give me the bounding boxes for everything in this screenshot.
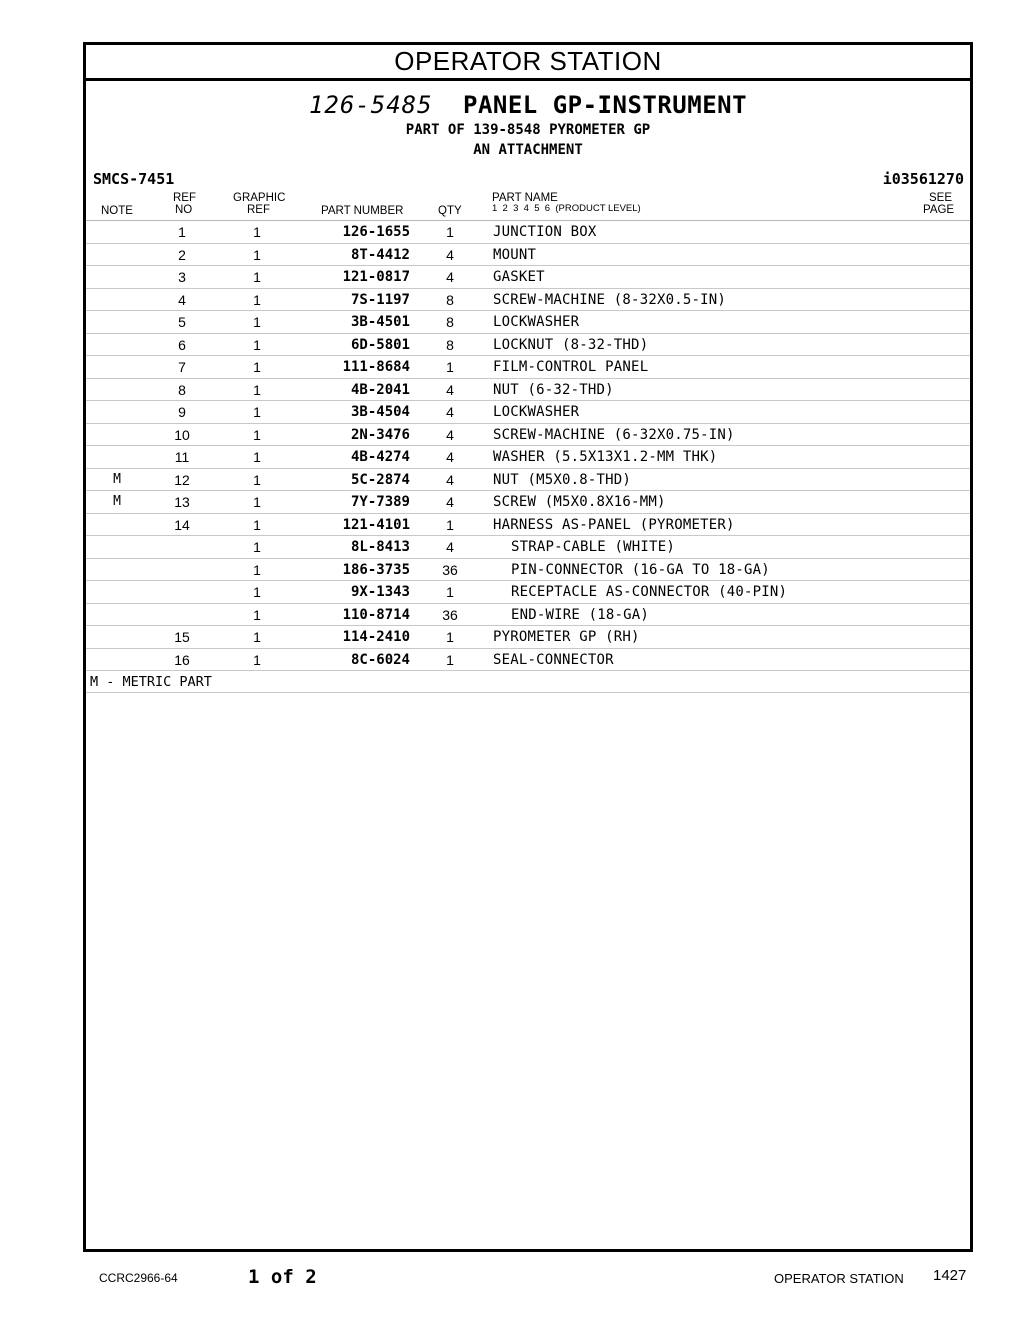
ref-no-cell: 10 xyxy=(174,426,190,443)
graphic-ref-cell: 1 xyxy=(253,471,261,488)
part-number-cell: 3B-4504 xyxy=(350,404,410,420)
graphic-ref-cell: 1 xyxy=(253,381,261,398)
part-name-cell: SCREW (M5X0.8X16-MM) xyxy=(493,494,666,510)
ref-no-cell: 9 xyxy=(178,404,186,420)
qty-cell: 1 xyxy=(446,516,454,533)
qty-cell: 4 xyxy=(446,494,454,510)
header-ref-top: REF xyxy=(173,192,196,204)
table-row xyxy=(86,266,970,289)
group-part-number: 126-5485 xyxy=(308,91,433,119)
ref-no-cell: 6 xyxy=(178,336,186,353)
part-name-cell: JUNCTION BOX xyxy=(493,224,597,240)
part-number-cell: 5C-2874 xyxy=(350,471,410,488)
graphic-ref-cell: 1 xyxy=(253,516,261,533)
table-row xyxy=(86,446,970,469)
part-name-cell: PIN-CONNECTOR (16-GA TO 18-GA) xyxy=(511,561,770,578)
part-name-cell: SCREW-MACHINE (6-32X0.75-IN) xyxy=(493,426,735,443)
graphic-ref-cell: 1 xyxy=(253,336,261,353)
graphic-ref-cell: 1 xyxy=(253,426,261,443)
part-number-cell: 2N-3476 xyxy=(350,426,410,443)
part-number-cell: 6D-5801 xyxy=(350,336,410,353)
qty-cell: 4 xyxy=(446,246,454,263)
smcs-code: SMCS-7451 xyxy=(93,170,175,188)
table-row xyxy=(86,626,970,649)
header-qty: QTY xyxy=(438,205,462,217)
graphic-ref-cell: 1 xyxy=(253,561,261,578)
part-name-cell: SCREW-MACHINE (8-32X0.5-IN) xyxy=(493,291,726,308)
table-row xyxy=(86,581,970,604)
footer-page-number: 1427 xyxy=(933,1267,967,1284)
part-number-cell: 114-2410 xyxy=(342,629,410,645)
part-number-cell: 9X-1343 xyxy=(350,584,410,600)
footer-section: OPERATOR STATION xyxy=(774,1271,904,1286)
table-row xyxy=(86,536,970,559)
ref-no-cell: 1 xyxy=(178,224,186,240)
table-row xyxy=(86,491,970,514)
group-part-name: PANEL GP-INSTRUMENT xyxy=(463,91,748,119)
graphic-ref-cell: 1 xyxy=(253,224,261,240)
part-name-cell: GASKET xyxy=(493,269,545,285)
page-footer xyxy=(0,1262,1020,1292)
ref-no-cell: 2 xyxy=(178,246,186,263)
qty-cell: 4 xyxy=(446,381,454,398)
graphic-ref-cell: 1 xyxy=(253,651,261,668)
graphic-ref-cell: 1 xyxy=(253,494,261,510)
qty-cell: 8 xyxy=(446,291,454,308)
table-row xyxy=(86,356,970,379)
qty-cell: 8 xyxy=(446,336,454,353)
graphic-ref-cell: 1 xyxy=(253,314,261,330)
part-number-cell: 126-1655 xyxy=(342,224,410,240)
part-number-cell: 3B-4501 xyxy=(350,314,410,330)
part-number-cell: 4B-4274 xyxy=(350,449,410,465)
part-name-cell: NUT (M5X0.8-THD) xyxy=(493,471,632,488)
part-name-cell: PYROMETER GP (RH) xyxy=(493,629,640,645)
main-title xyxy=(86,90,970,120)
section-title: OPERATOR STATION xyxy=(86,45,970,81)
qty-cell: 4 xyxy=(446,426,454,443)
header-see-bottom: PAGE xyxy=(923,204,955,216)
table-row xyxy=(86,334,970,357)
table-row xyxy=(86,604,970,627)
graphic-ref-cell: 1 xyxy=(253,584,261,600)
graphic-ref-cell: 1 xyxy=(253,629,261,645)
table-row xyxy=(86,424,970,447)
qty-cell: 4 xyxy=(446,471,454,488)
metric-footnote: M - METRIC PART xyxy=(90,674,212,690)
graphic-ref-cell: 1 xyxy=(253,269,261,285)
part-of-line: PART OF 139-8548 PYROMETER GP xyxy=(405,122,651,138)
header-note: NOTE xyxy=(101,205,133,217)
part-name-cell: LOCKWASHER xyxy=(493,314,580,330)
part-number-cell: 8T-4412 xyxy=(350,246,410,263)
part-name-cell: FILM-CONTROL PANEL xyxy=(493,359,649,375)
graphic-ref-cell: 1 xyxy=(253,539,261,555)
part-name-cell: SEAL-CONNECTOR xyxy=(493,651,614,668)
part-number-cell: 8C-6024 xyxy=(350,651,410,668)
title-block xyxy=(86,90,970,160)
ref-no-cell: 14 xyxy=(174,516,190,533)
part-name-cell: WASHER (5.5X13X1.2-MM THK) xyxy=(493,449,718,465)
qty-cell: 1 xyxy=(446,629,454,645)
part-name-cell: RECEPTACLE AS-CONNECTOR (40-PIN) xyxy=(511,584,788,600)
qty-cell: 36 xyxy=(442,561,458,578)
qty-cell: 1 xyxy=(446,359,454,375)
header-graphic-top: GRAPHIC xyxy=(233,192,286,204)
qty-cell: 1 xyxy=(446,584,454,600)
table-row xyxy=(86,514,970,537)
table-row xyxy=(86,559,970,582)
table-row xyxy=(86,401,970,424)
ref-no-cell: 13 xyxy=(174,494,190,510)
illustration-id: i03561270 xyxy=(882,170,964,188)
header-part-name: PART NAME xyxy=(492,192,558,204)
table-row xyxy=(86,649,970,672)
header-ref-bottom: NO xyxy=(175,204,193,216)
part-name-cell: STRAP-CABLE (WHITE) xyxy=(511,539,675,555)
ref-no-cell: 11 xyxy=(174,449,190,465)
qty-cell: 4 xyxy=(446,404,454,420)
part-name-cell: HARNESS AS-PANEL (PYROMETER) xyxy=(493,516,735,533)
graphic-ref-cell: 1 xyxy=(253,404,261,420)
ref-no-cell: 12 xyxy=(174,471,190,488)
part-number-cell: 7S-1197 xyxy=(350,291,410,308)
footer-page-of: 1 of 2 xyxy=(248,1266,317,1288)
qty-cell: 8 xyxy=(446,314,454,330)
header-see-top: SEE xyxy=(929,192,953,204)
part-number-cell: 4B-2041 xyxy=(350,381,410,398)
table-row xyxy=(86,244,970,267)
column-header xyxy=(86,190,970,221)
ref-no-cell: 16 xyxy=(174,651,190,668)
graphic-ref-cell: 1 xyxy=(253,291,261,308)
note-cell: M xyxy=(113,471,121,487)
part-number-cell: 186-3735 xyxy=(342,561,410,578)
table-row xyxy=(86,221,970,244)
ref-no-cell: 3 xyxy=(178,269,186,285)
qty-cell: 4 xyxy=(446,449,454,465)
parts-list xyxy=(86,221,970,671)
attachment-line: AN ATTACHMENT xyxy=(473,142,583,158)
qty-cell: 4 xyxy=(446,539,454,555)
ref-no-cell: 5 xyxy=(178,314,186,330)
graphic-ref-cell: 1 xyxy=(253,359,261,375)
part-number-cell: 110-8714 xyxy=(342,606,410,623)
graphic-ref-cell: 1 xyxy=(253,606,261,623)
header-product-level: 1 2 3 4 5 6 (PRODUCT LEVEL) xyxy=(492,203,641,214)
part-name-cell: LOCKWASHER xyxy=(493,404,580,420)
graphic-ref-cell: 1 xyxy=(253,246,261,263)
qty-cell: 4 xyxy=(446,269,454,285)
part-number-cell: 121-4101 xyxy=(342,516,410,533)
part-number-cell: 121-0817 xyxy=(342,269,410,285)
table-row xyxy=(86,469,970,492)
smcs-row xyxy=(86,168,970,190)
footer-doc-id: CCRC2966-64 xyxy=(99,1271,178,1285)
header-part-number: PART NUMBER xyxy=(321,205,404,217)
footnote-row xyxy=(86,671,970,693)
ref-no-cell: 8 xyxy=(178,381,186,398)
part-number-cell: 111-8684 xyxy=(342,359,410,375)
qty-cell: 1 xyxy=(446,651,454,668)
note-cell: M xyxy=(113,494,121,509)
table-row xyxy=(86,289,970,312)
qty-cell: 36 xyxy=(442,606,458,623)
ref-no-cell: 4 xyxy=(178,291,186,308)
part-name-cell: END-WIRE (18-GA) xyxy=(511,606,650,623)
part-name-cell: NUT (6-32-THD) xyxy=(493,381,614,398)
header-graphic-bottom: REF xyxy=(247,204,270,216)
part-name-cell: MOUNT xyxy=(493,246,537,263)
table-row xyxy=(86,379,970,402)
graphic-ref-cell: 1 xyxy=(253,449,261,465)
parts-page-frame xyxy=(83,42,973,1252)
part-number-cell: 7Y-7389 xyxy=(350,494,410,510)
ref-no-cell: 7 xyxy=(178,359,186,375)
qty-cell: 1 xyxy=(446,224,454,240)
table-row xyxy=(86,311,970,334)
part-number-cell: 8L-8413 xyxy=(350,539,410,555)
part-name-cell: LOCKNUT (8-32-THD) xyxy=(493,336,649,353)
ref-no-cell: 15 xyxy=(174,629,190,645)
